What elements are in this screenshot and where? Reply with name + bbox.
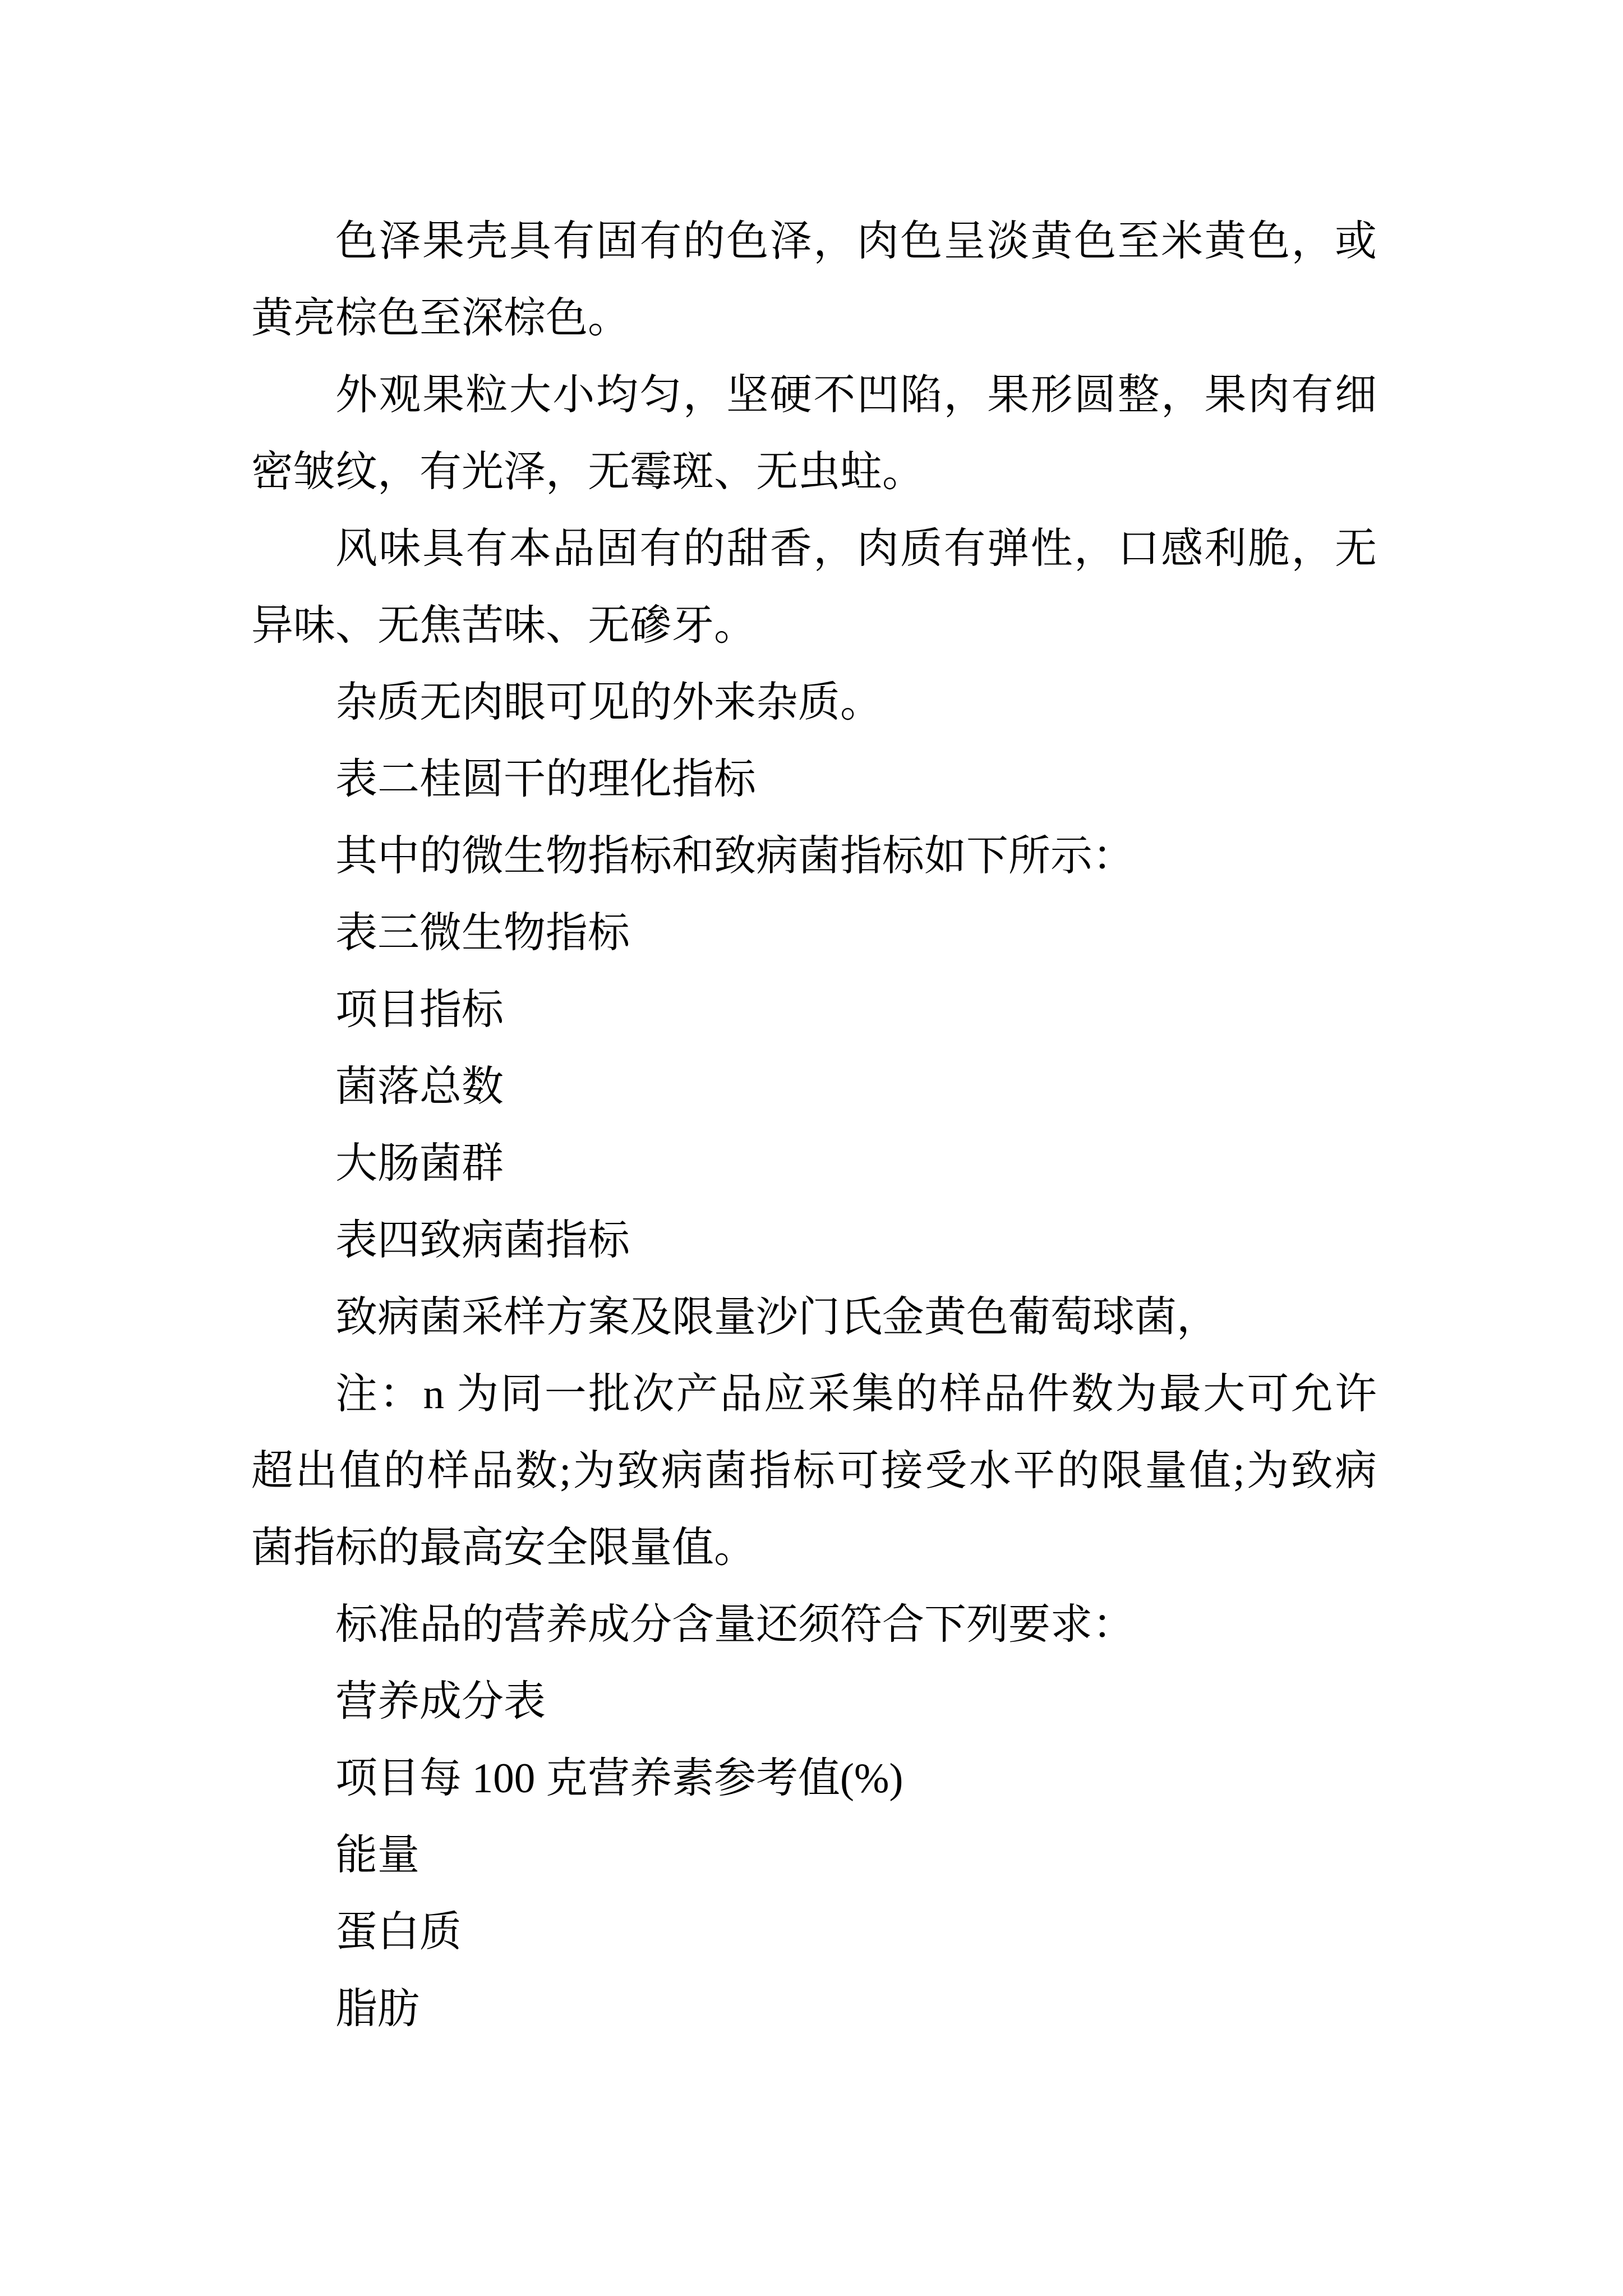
text-line: 密皱纹，有光泽，无霉斑、无虫蛀。 (251, 449, 925, 495)
text-line: 脂肪 (335, 1986, 420, 2032)
text-line: 表二桂圆干的理化指标 (335, 756, 757, 803)
document-text-body (251, 203, 1377, 2047)
text-line: 标准品的营养成分含量还须符合下列要求： (335, 1602, 1135, 1648)
text-line: 表三微生物指标 (335, 910, 630, 956)
text-line: 菌落总数 (335, 1064, 504, 1110)
text-line: 致病菌采样方案及限量沙门氏金黄色葡萄球菌， (335, 1294, 1219, 1341)
text-line: 杂质无肉眼可见的外来杂质。 (335, 679, 883, 726)
text-line: 黄亮棕色至深棕色。 (251, 295, 630, 342)
text-line: 项目每 100 克营养素参考值(%) (335, 1755, 903, 1802)
text-line: 菌指标的最高安全限量值。 (251, 1525, 757, 1571)
text-line: 表四致病菌指标 (335, 1217, 630, 1264)
text-line: 蛋白质 (335, 1909, 462, 1955)
text-line: 外观果粒大小均匀，坚硬不凹陷，果形圆整，果肉有细 (335, 372, 1377, 418)
text-line: 异味、无焦苦味、无磣牙。 (251, 602, 757, 649)
text-line: 风味具有本品固有的甜香，肉质有弹性，口感利脆，无 (335, 526, 1377, 572)
text-line: 注：n 为同一批次产品应采集的样品件数为最大可允许 (335, 1371, 1377, 1418)
text-line: 其中的微生物指标和致病菌指标如下所示： (335, 833, 1135, 880)
text-line: 色泽果壳具有固有的色泽，肉色呈淡黄色至米黄色，或 (335, 218, 1377, 265)
text-line: 超出值的样品数;为致病菌指标可接受水平的限量值;为致病 (251, 1448, 1377, 1494)
text-line: 大肠菌群 (335, 1140, 504, 1187)
text-line: 营养成分表 (335, 1678, 546, 1725)
text-line: 项目指标 (335, 987, 504, 1033)
text-line: 能量 (335, 1832, 420, 1879)
